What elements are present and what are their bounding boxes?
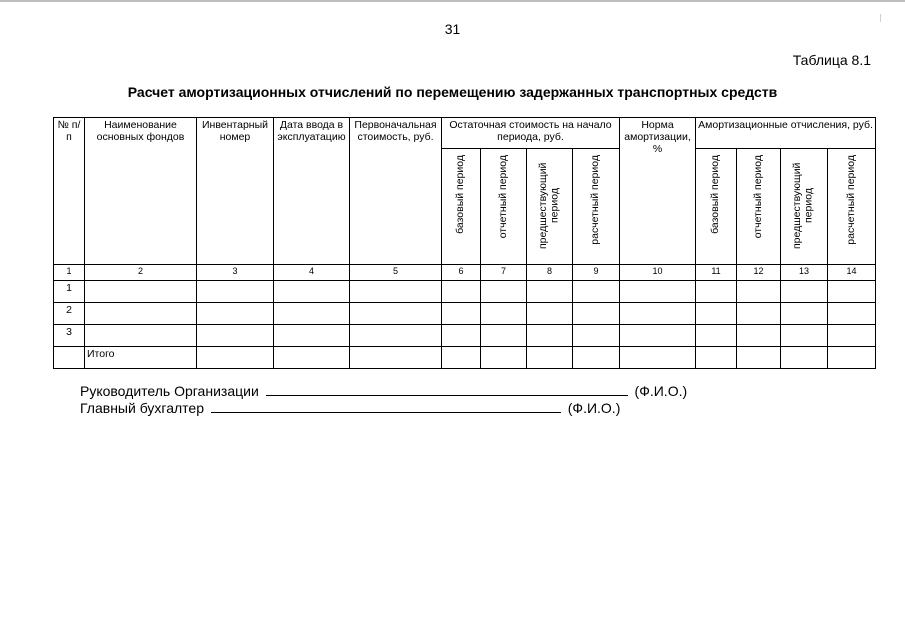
signature-accountant-suffix: (Ф.И.О.) xyxy=(567,400,621,416)
column-number: 1 xyxy=(54,265,85,281)
subheader-residual-previous xyxy=(527,149,573,265)
row-label xyxy=(85,281,197,303)
header-date: Дата ввода в эксплуатацию xyxy=(274,118,350,265)
row-number: 3 xyxy=(54,325,85,347)
column-number: 10 xyxy=(620,265,696,281)
row-number: 1 xyxy=(54,281,85,303)
column-number-row xyxy=(54,265,876,281)
signature-accountant xyxy=(80,399,620,416)
column-number: 4 xyxy=(274,265,350,281)
document-title: Расчет амортизационных отчислений по перемещению задержанных транспортных средств xyxy=(127,84,778,100)
row-label-total: Итого xyxy=(85,347,197,369)
subheader-amort-base xyxy=(696,149,737,265)
signature-head-suffix: (Ф.И.О.) xyxy=(634,383,688,399)
subheader-label: предшествующий период xyxy=(536,162,561,249)
table-row-total xyxy=(54,347,876,369)
column-number: 5 xyxy=(350,265,442,281)
signature-head-line xyxy=(266,382,628,396)
page-number: 31 xyxy=(444,21,461,37)
subheader-label: отчетный период xyxy=(496,155,509,239)
subheader-label: расчетный период xyxy=(589,155,602,245)
column-number: 3 xyxy=(197,265,274,281)
subheader-amort-report xyxy=(737,149,781,265)
header-inventory: Инвентарный номер xyxy=(197,118,274,265)
column-number: 8 xyxy=(527,265,573,281)
subheader-label: базовый период xyxy=(454,155,467,234)
row-number: 2 xyxy=(54,303,85,325)
header-name: Наименование основных фондов xyxy=(85,118,197,265)
column-number: 14 xyxy=(828,265,876,281)
row-number xyxy=(54,347,85,369)
header-row xyxy=(54,118,876,149)
header-residual-cost: Остаточная стоимость на начало периода, руб. xyxy=(442,118,620,149)
table-row xyxy=(54,325,876,347)
column-number: 13 xyxy=(781,265,828,281)
signature-head-label: Руководитель Организации xyxy=(80,383,259,399)
row-label xyxy=(85,325,197,347)
header-amortization: Амортизационные отчисления, руб. xyxy=(696,118,876,149)
header-num: № п/п xyxy=(54,118,85,265)
subheader-label: предшествующий период xyxy=(791,162,816,249)
subheader-amort-calc xyxy=(828,149,876,265)
subheader-label: базовый период xyxy=(709,155,722,234)
table-row xyxy=(54,281,876,303)
signature-head xyxy=(80,382,687,399)
scan-edge-top xyxy=(0,0,905,2)
subheader-residual-report xyxy=(481,149,527,265)
column-number: 6 xyxy=(442,265,481,281)
column-number: 2 xyxy=(85,265,197,281)
subheader-residual-calc xyxy=(573,149,620,265)
column-number: 7 xyxy=(481,265,527,281)
signature-accountant-line xyxy=(211,399,561,413)
subheader-label: отчетный период xyxy=(751,155,764,239)
header-initial-cost: Первоначальная стоимость, руб. xyxy=(350,118,442,265)
signature-accountant-label: Главный бухгалтер xyxy=(80,400,204,416)
subheader-amort-previous xyxy=(781,149,828,265)
table-label: Таблица 8.1 xyxy=(792,52,871,68)
subheader-residual-base xyxy=(442,149,481,265)
column-number: 11 xyxy=(696,265,737,281)
table-row xyxy=(54,303,876,325)
amortization-table xyxy=(53,117,876,369)
subheader-label: расчетный период xyxy=(844,155,857,245)
header-rate: Норма амортизации, % xyxy=(620,118,696,265)
row-label xyxy=(85,303,197,325)
column-number: 12 xyxy=(737,265,781,281)
column-number: 9 xyxy=(573,265,620,281)
